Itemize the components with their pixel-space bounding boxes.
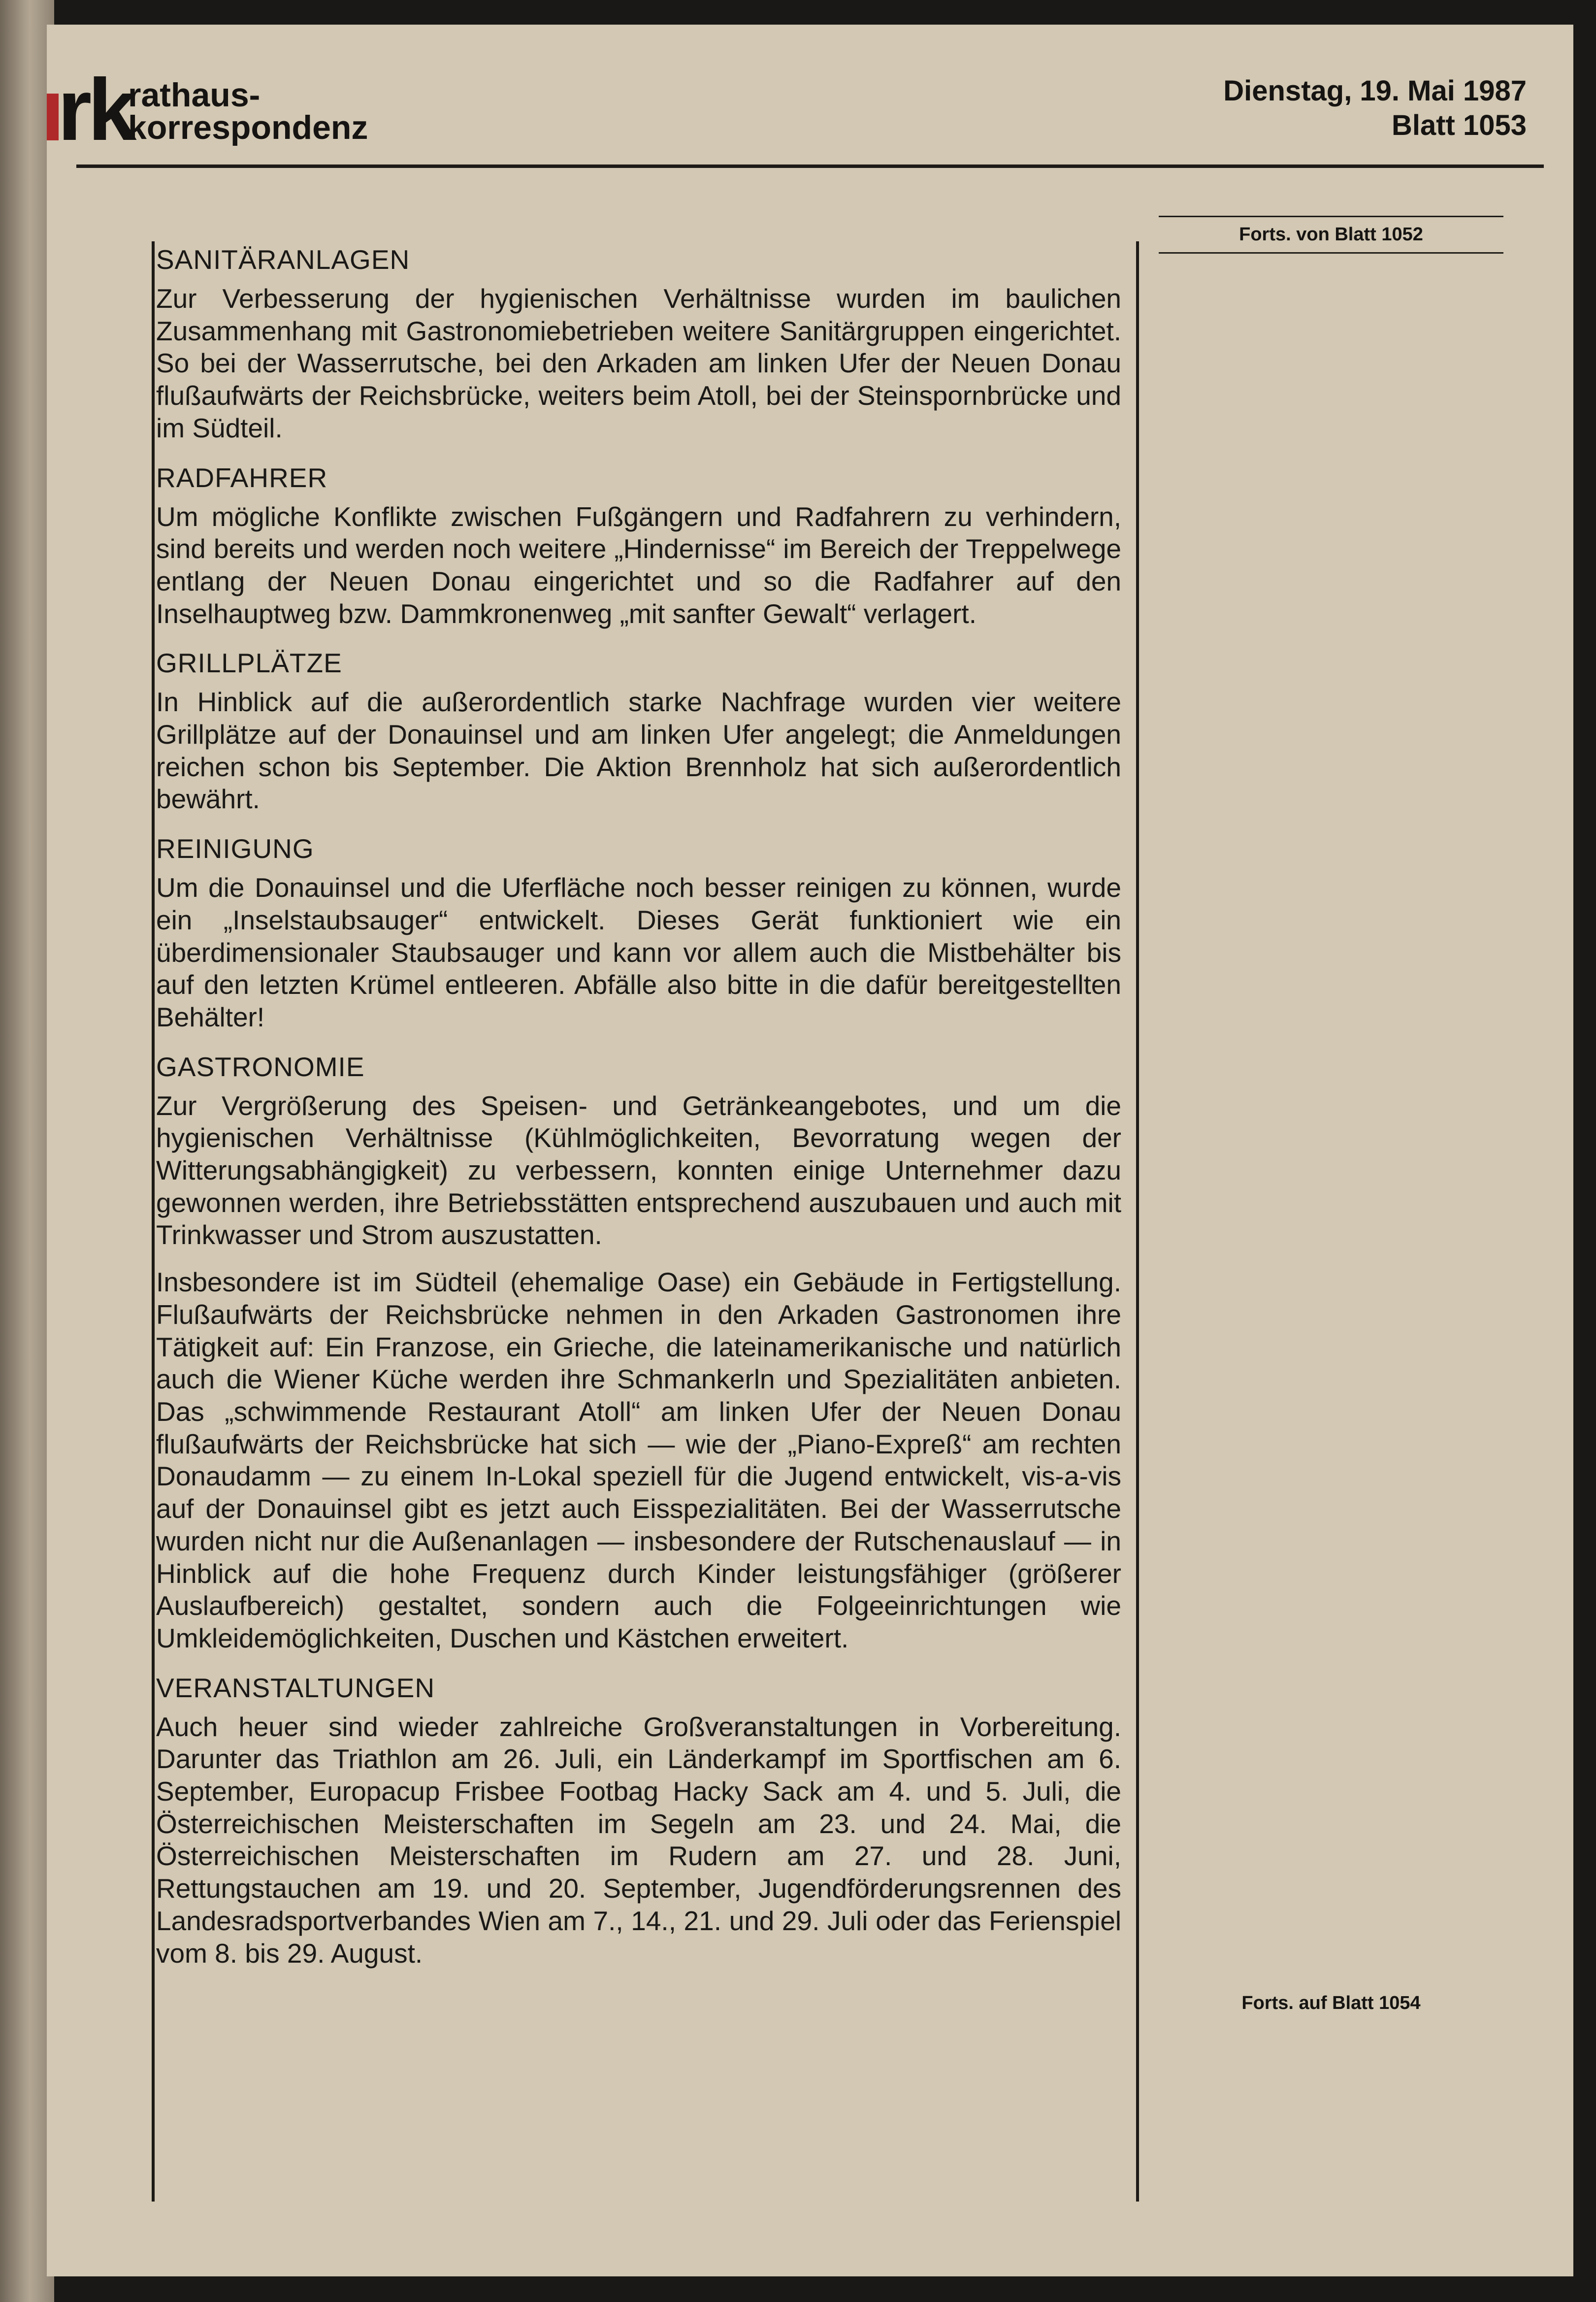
- continued-on-note: Forts. auf Blatt 1054: [1241, 1993, 1421, 2013]
- issue-date: Dienstag, 19. Mai 1987: [1223, 75, 1527, 107]
- section-heading: SANITÄRANLAGEN: [156, 244, 410, 275]
- continued-from-note: Forts. von Blatt 1052: [1159, 216, 1503, 254]
- header-divider: [76, 164, 1544, 168]
- rk-logo-mark: rk: [58, 61, 133, 159]
- section-paragraph: Zur Verbesserung der hygienischen Verhältnisse wurden im baulichen Zusammenhang mit Gastronomiebetrieben weitere Sanitärgruppen eingerichtet. So bei der Wasserrutsche, bei den Arkaden am linken Ufer der Neuen Donau flußaufwärts der Reichsbrücke, weiters beim Atoll, bei der Steinspornbrücke und im Südteil.: [156, 283, 1121, 443]
- section-veranstaltungen: [156, 1670, 1121, 1970]
- red-tab-marker: [47, 94, 59, 140]
- section-grillplaetze: [156, 645, 1121, 816]
- section-reinigung: [156, 830, 1121, 1034]
- section-sanitaeranlagen: [156, 241, 1121, 445]
- issue-meta: [1223, 74, 1527, 143]
- section-paragraph: Um mögliche Konflikte zwischen Fußgängern und Radfahrern zu verhindern, sind bereits und werden noch weitere „Hindernisse“ im Bereich der Treppelwege entlang der Neuen Donau eingerichtet und so die Radfahrer auf den Inselhauptweg bzw. Dammkronenweg „mit sanfter Gewalt“ verlagert.: [156, 501, 1121, 629]
- section-paragraph: Insbesondere ist im Südteil (ehemalige Oase) ein Gebäude in Fertigstellung. Flußaufwärts der Reichsbrücke nehmen in den Arkaden Gastronomen ihre Tätigkeit auf: Ein Franzose, ein Grieche, die lateinamerikanische und natürlich auch die Wiener Küche werden ihre Schmankerln und Spezialitäten anbieten. Das „schwimmende Restaurant Atoll“ am linken Ufer der Neuen Donau flußaufwärts der Reichsbrücke hat sich — wie der „Piano-Expreß“ am rechten Donaudamm — zu einem In-Lokal speziell für die Jugend entwickelt, vis-a-vis auf der Donauinsel gibt es jetzt auch Eisspezialitäten. Bei der Wasserrutsche wurden nicht nur die Außenanlagen — insbesondere der Rutschenauslauf — in Hinblick auf die hohe Frequenz durch Kinder leistungsfähiger (größerer Auslaufbereich) gestaltet, sondern auch die Folgeeinrichtungen wie Umkleidemöglichkeiten, Duschen und Kästchen erweitert.: [156, 1267, 1121, 1653]
- publication-logo-text: [128, 76, 368, 146]
- logo-line-1: rathaus-: [128, 76, 261, 114]
- sheet-number: Blatt 1053: [1391, 109, 1527, 141]
- section-paragraph: Um die Donauinsel und die Uferfläche noch besser reinigen zu können, wurde ein „Inselstaubsauger“ entwickelt. Dieses Gerät funktioniert wie ein überdimensionaler Staubsauger und kann vor allem auch die Mistbehälter bis auf den letzten Krümel entleeren. Abfälle also bitte in die dafür bereitgestellten Behälter!: [156, 872, 1121, 1032]
- column-rule-left: [152, 241, 155, 2202]
- section-heading: GASTRONOMIE: [156, 1051, 365, 1082]
- section-paragraph: Auch heuer sind wieder zahlreiche Großveranstaltungen in Vorbereitung. Darunter das Triathlon am 26. Juli, ein Länderkampf im Sportfischen am 6. September, Europacup Frisbee Footbag Hacky Sack am 4. und 5. Juli, die Österreichischen Meisterschaften im Segeln am 23. und 24. Mai, die Österreichischen Meisterschaften im Rudern am 27. und 28. Juni, Rettungstauchen am 19. und 20. September, Jugendförderungsrennen des Landesradsportverbandes Wien am 7., 14., 21. und 29. Juli oder das Ferienspiel vom 8. bis 29. August.: [156, 1711, 1121, 1969]
- section-heading: VERANSTALTUNGEN: [156, 1672, 435, 1703]
- section-heading: GRILLPLÄTZE: [156, 648, 342, 679]
- section-heading: REINIGUNG: [156, 833, 314, 864]
- article-body: [156, 241, 1121, 1984]
- section-paragraph: In Hinblick auf die außerordentlich starke Nachfrage wurden vier weitere Grillplätze auf der Donauinsel und am linken Ufer angelegt; die Anmeldungen reichen schon bis September. Die Aktion Brennholz hat sich außerordentlich bewährt.: [156, 687, 1121, 815]
- column-rule-right: [1136, 241, 1139, 2202]
- section-heading: RADFAHRER: [156, 462, 328, 493]
- logo-line-2: korrespondenz: [128, 109, 368, 146]
- section-gastronomie: [156, 1049, 1121, 1655]
- section-radfahrer: [156, 460, 1121, 630]
- document-page: [47, 25, 1573, 2276]
- book-binding-edge: [0, 0, 54, 2302]
- section-paragraph: Zur Vergrößerung des Speisen- und Getränkeangebotes, und um die hygienischen Verhältnisse (Kühlmöglichkeiten, Bevorratung wegen der Witterungsabhängigkeit) zu verbessern, konnten einige Unternehmer dazu gewonnen werden, ihre Betriebsstätten entsprechend auszubauen und auch mit Trinkwasser und Strom auszustatten.: [156, 1090, 1121, 1250]
